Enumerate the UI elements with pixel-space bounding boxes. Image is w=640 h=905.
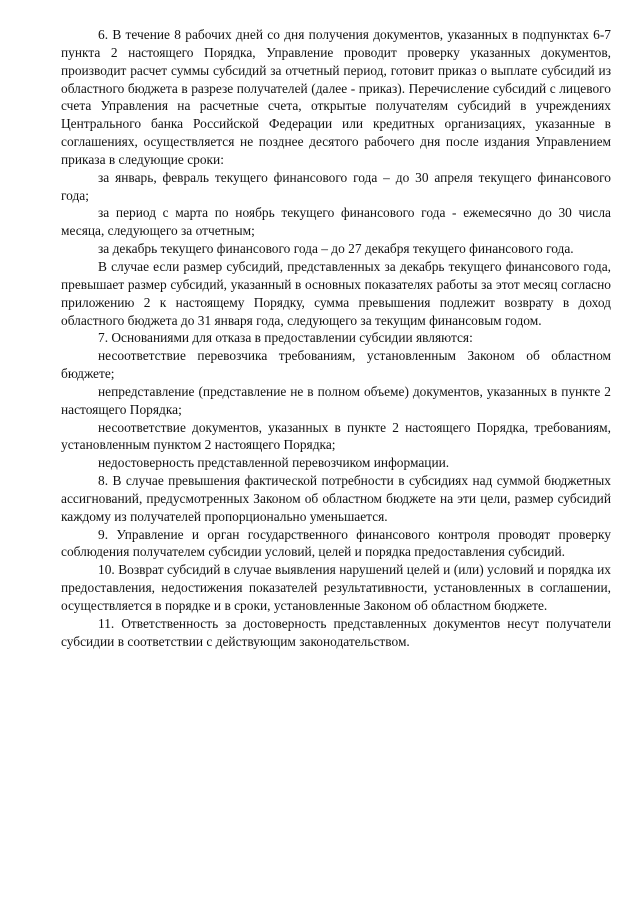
paragraph-term-january-february: за январь, февраль текущего финансового года – до 30 апреля текущего финансового года; <box>61 169 611 203</box>
document-page <box>61 26 611 651</box>
paragraph-refusal-carrier-mismatch: несоответствие перевозчика требованиям, установленным Законом об областном бюджете; <box>61 348 611 382</box>
paragraph-10-subsidy-return: 10. Возврат субсидий в случае выявления нарушений целей и (или) условий и порядка их предоставления, недостижения показателей результативности, установленных в соглашении, осуществляется в порядке и в сроки, установленные Законом об областном бюджете. <box>61 562 611 613</box>
paragraph-9-compliance-check: 9. Управление и орган государственного финансового контроля проводят проверку соблюдения получателем субсидии условий, целей и порядка предоставления субсидий. <box>61 526 611 560</box>
paragraph-7-refusal-grounds: 7. Основаниями для отказа в предоставлении субсидии являются: <box>98 330 473 346</box>
paragraph-term-december: за декабрь текущего финансового года – до 27 декабря текущего финансового года. <box>98 241 574 257</box>
paragraph-11-responsibility: 11. Ответственность за достоверность представленных документов несут получатели субсидии в соответствии с действующим законодательством. <box>61 615 611 649</box>
paragraph-refusal-missing-documents: непредставление (представление не в полном объеме) документов, указанных в пункте 2 настоящего Порядка; <box>61 383 611 417</box>
paragraph-refusal-false-information: недостоверность представленной перевозчиком информации. <box>98 455 450 471</box>
paragraph-refusal-documents-mismatch: несоответствие документов, указанных в пункте 2 настоящего Порядка, требованиям, установленным пунктом 2 настоящего Порядка; <box>61 419 611 453</box>
paragraph-december-excess-return: В случае если размер субсидий, представленных за декабрь текущего финансового года, превышает размер субсидий, указанный в основных показателях работы за этот месяц согласно приложению 2 к настоящему Порядку, сумма превышения подлежит возврату в доход областного бюджета до 31 января года, следующего за текущим финансовым годом. <box>61 258 611 328</box>
paragraph-6-payment-procedure: 6. В течение 8 рабочих дней со дня получения документов, указанных в подпунктах 6-7 пункта 2 настоящего Порядка, Управление проводит проверку указанных документов, производит расчет суммы субсидий за отчетный период, готовит приказ о выплате субсидий из областного бюджета в разрезе получателей (далее - приказ). Перечисление субсидий с лицевого счета Управления на расчетные счета, открытые получателям субсидий в учреждениях Центрального банка Российской Федерации или кредитных организациях, указанные в соглашениях, осуществляется не позднее десятого рабочего дня после издания Управлением приказа в следующие сроки: <box>61 27 611 167</box>
paragraph-8-proportional-reduction: 8. В случае превышения фактической потребности в субсидиях над суммой бюджетных ассигнований, предусмотренных Законом об областном бюджете на эти цели, размер субсидий каждому из получателей пропорционально уменьшается. <box>61 473 611 524</box>
paragraph-term-march-november: за период с марта по ноябрь текущего финансового года - ежемесячно до 30 числа месяца, следующего за отчетным; <box>61 205 611 239</box>
